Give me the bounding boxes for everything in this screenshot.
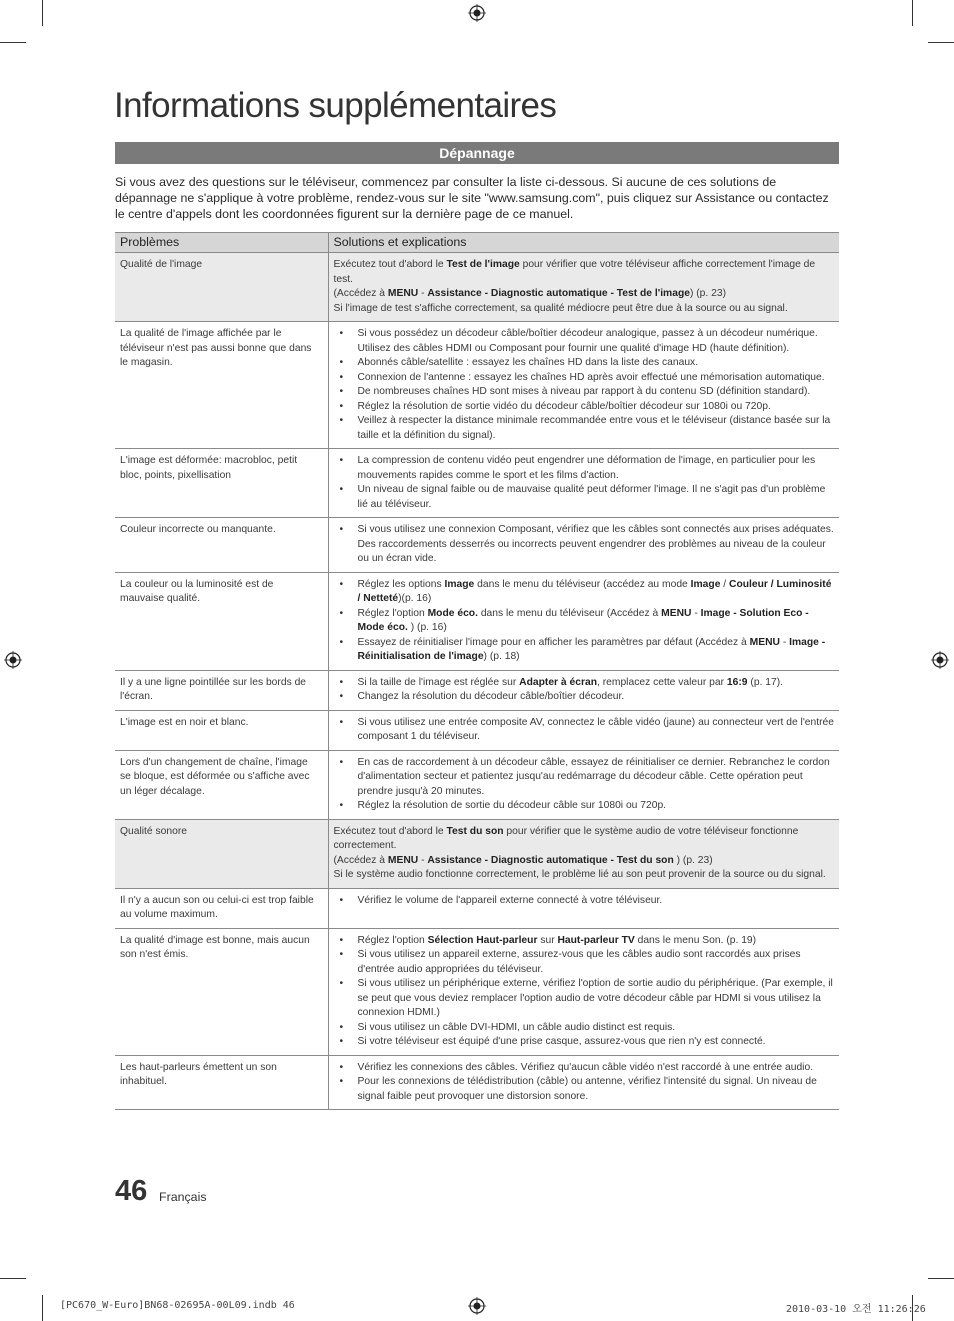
solution-cell: [328, 322, 839, 449]
text-run: -: [691, 607, 701, 619]
solution-cell: [328, 750, 839, 819]
table-row: [115, 670, 839, 710]
problem-cell: La couleur ou la luminosité est de mauvaise qualité.: [115, 572, 328, 670]
text-run: Réglez l'option: [357, 607, 428, 619]
text-run: Vérifiez les connexions des câbles. Vérifiez qu'aucun câble vidéo n'est raccordé à une entrée audio.: [357, 1061, 814, 1073]
list-item: [358, 356, 835, 371]
text-run: (Accédez à: [333, 854, 388, 866]
list-item: [358, 799, 835, 814]
text-run: Si vous utilisez un périphérique externe, vérifiez l'option de sortie audio du périphérique. (Par exemple, il se peut que vous deviez remplacer l'option audio de votre décodeur câble par HDMI si vous utilisez la connexion HDMI.): [357, 978, 833, 1018]
solution-paragraph: [334, 258, 835, 287]
page-title: Informations supplémentaires: [114, 86, 557, 125]
problem-cell: L'image est déformée: macrobloc, petit bloc, points, pixellisation: [115, 449, 328, 518]
solution-paragraph: [334, 287, 835, 302]
crop-mark: [42, 0, 43, 26]
list-item: [358, 716, 835, 745]
table-body: [115, 253, 839, 1110]
list-item: [358, 756, 835, 800]
problem-cell: Il y a une ligne pointillée sur les bords de l'écran.: [115, 670, 328, 710]
list-item: [358, 371, 835, 386]
text-run: -: [418, 854, 428, 866]
text-run: Réglez l'option: [357, 934, 428, 946]
solution-cell: [328, 572, 839, 670]
crop-mark: [0, 1278, 26, 1279]
bold-text: MENU: [749, 636, 780, 648]
text-run: dans le menu du téléviseur (accédez au mode: [474, 578, 691, 590]
text-run: ) (p. 23): [673, 854, 713, 866]
text-run: La compression de contenu vidéo peut engendrer une déformation de l'image, en particulier pour les mouvements rapides comme le sport et les films d'action.: [357, 455, 816, 481]
solution-paragraph: [334, 302, 835, 317]
text-run: Exécutez tout d'abord le: [333, 259, 447, 270]
list-item: [358, 1021, 835, 1036]
text-run: Réglez la résolution de sortie du décodeur câble sur 1080i ou 720p.: [357, 800, 667, 811]
text-run: Si la taille de l'image est réglée sur: [357, 676, 520, 688]
solution-list: [334, 1061, 835, 1105]
bold-text: Image - Solution Eco - Mode éco.: [357, 607, 809, 633]
solution-cell: [328, 819, 839, 888]
bold-text: Image: [444, 578, 475, 590]
text-run: -: [418, 288, 428, 299]
list-item: [358, 578, 835, 607]
text-run: Si votre téléviseur est équipé d'une prise casque, assurez-vous que rien n'y est connecté.: [357, 1036, 766, 1047]
text-run: Changez la résolution du décodeur câble/boîtier décodeur.: [357, 691, 625, 702]
list-item: [358, 1075, 835, 1104]
solution-cell: [328, 928, 839, 1055]
solution-list: [334, 934, 835, 1050]
problem-cell: Les haut-parleurs émettent un son inhabituel.: [115, 1055, 328, 1110]
bold-text: Adapter à écran: [519, 676, 597, 688]
list-item: [358, 483, 835, 512]
crop-mark: [42, 1295, 43, 1321]
table-row: [115, 518, 839, 573]
text-run: Réglez la résolution de sortie vidéo du décodeur câble/boîtier décodeur sur 1080i ou 720p.: [357, 400, 771, 412]
bold-text: 16:9: [726, 676, 748, 688]
problem-cell: La qualité d'image est bonne, mais aucun son n'est émis.: [115, 928, 328, 1055]
bold-text: Image: [690, 578, 721, 590]
table-row: [115, 888, 839, 928]
list-item: [358, 414, 835, 443]
text-run: Essayez de réinitialiser l'image pour en afficher les paramètres par défaut (Accédez à: [357, 636, 750, 648]
text-run: ) (p. 23): [689, 288, 727, 299]
text-run: sur: [537, 934, 558, 946]
text-run: Si vous utilisez un appareil externe, assurez-vous que les câbles audio sont raccordés aux prises d'entrée audio appropriées du téléviseur.: [357, 949, 801, 975]
troubleshooting-table: [115, 232, 839, 1110]
list-item: [358, 607, 835, 636]
footer-file-info: [PC670_W-Euro]BN68-02695A-00L09.indb 46: [60, 1300, 295, 1311]
solution-cell: [328, 670, 839, 710]
list-item: [358, 400, 835, 415]
text-run: )(p. 16): [398, 593, 432, 604]
problem-cell: L'image est en noir et blanc.: [115, 710, 328, 750]
bold-text: Test du son: [446, 825, 504, 837]
text-run: (p. 17).: [747, 676, 784, 688]
text-run: pour vérifier que votre téléviseur affiche correctement l'image de test.: [333, 259, 816, 285]
solution-paragraph: [334, 868, 835, 883]
table-row: [115, 1055, 839, 1110]
crop-mark: [912, 0, 913, 26]
text-run: Si vous possédez un décodeur câble/boîtier décodeur analogique, passez à un décodeur numérique. Utilisez des câbles HDMI ou Composant pour fournir une qualité d'image HD (haute définition).: [357, 328, 818, 354]
table-row: [115, 710, 839, 750]
solution-list: [334, 716, 835, 745]
text-run: En cas de raccordement à un décodeur câble, essayez de réinitialiser ce dernier. Rebranchez le cordon d'alimentation secteur et patientez jusqu'au redémarrage du décodeur câble. Cette opération peut prendre jusqu'à 20 minutes.: [357, 756, 830, 797]
list-item: [358, 676, 835, 691]
solution-cell: [328, 253, 839, 322]
solution-cell: [328, 518, 839, 573]
list-item: [358, 1035, 835, 1050]
crop-mark: [928, 42, 954, 43]
problem-cell: Qualité de l'image: [115, 253, 328, 322]
table-header-row: [115, 233, 839, 253]
text-run: Veillez à respecter la distance minimale recommandée entre vous et le téléviseur (distance basée sur la taille et la définition du signal).: [357, 415, 831, 441]
solution-cell: [328, 1055, 839, 1110]
bold-text: MENU: [387, 854, 419, 866]
problem-cell: Il n'y a aucun son ou celui-ci est trop faible au volume maximum.: [115, 888, 328, 928]
registration-mark-icon: [468, 1297, 486, 1315]
bold-text: Haut-parleur TV: [557, 934, 635, 946]
problem-cell: Couleur incorrecte ou manquante.: [115, 518, 328, 573]
bold-text: Sélection Haut-parleur: [427, 934, 538, 946]
solution-list: [334, 578, 835, 665]
header-solutions: Solutions et explications: [328, 233, 839, 253]
solution-list: [334, 454, 835, 512]
list-item: [358, 1061, 835, 1076]
text-run: Si vous utilisez une entrée composite AV, connectez le câble vidéo (jaune) au connecteur vert de l'entrée composant 1 du téléviseur.: [357, 716, 834, 742]
text-run: ) (p. 16): [407, 622, 447, 633]
solution-cell: [328, 449, 839, 518]
text-run: Abonnés câble/satellite : essayez les chaînes HD dans la liste des canaux.: [357, 357, 699, 368]
registration-mark-icon: [931, 651, 949, 669]
table-row: [115, 253, 839, 322]
problem-cell: La qualité de l'image affichée par le téléviseur n'est pas aussi bonne que dans le magasin.: [115, 322, 328, 449]
crop-mark: [0, 42, 26, 43]
page-number: 46: [115, 1175, 148, 1207]
text-run: Pour les connexions de télédistribution (câble) ou antenne, vérifiez l'intensité du signal. Un niveau de signal faible peut provoquer une distorsion sonore.: [357, 1076, 817, 1102]
solution-cell: [328, 888, 839, 928]
text-run: Connexion de l'antenne : essayez les chaînes HD après avoir effectué une mémorisation automatique.: [357, 371, 825, 383]
text-run: Exécutez tout d'abord le: [333, 825, 447, 837]
problem-cell: Qualité sonore: [115, 819, 328, 888]
page-language: Français: [159, 1190, 207, 1204]
text-run: (Accédez à: [333, 288, 388, 299]
text-run: Un niveau de signal faible ou de mauvaise qualité peut déformer l'image. Il ne s'agit pas d'un problème lié au téléviseur.: [357, 484, 826, 510]
problem-cell: Lors d'un changement de chaîne, l'image se bloque, est déformée ou s'affiche avec un léger décalage.: [115, 750, 328, 819]
text-run: Si vous utilisez un câble DVI-HDMI, un câble audio distinct est requis.: [357, 1021, 676, 1033]
list-item: [358, 977, 835, 1021]
solution-list: [334, 894, 835, 909]
text-run: , remplacez cette valeur par: [597, 676, 727, 688]
text-run: ) (p. 18): [483, 651, 520, 662]
bold-text: Assistance - Diagnostic automatique - Test du son: [427, 854, 674, 866]
table-row: [115, 819, 839, 888]
header-problems: Problèmes: [115, 233, 328, 253]
crop-mark: [928, 1278, 954, 1279]
bold-text: Image - Réinitialisation de l'image: [357, 636, 826, 662]
list-item: [358, 894, 835, 909]
solution-list: [334, 676, 835, 705]
text-run: Si vous utilisez une connexion Composant, vérifiez que les câbles sont connectés aux prises adéquates. Des raccordements desserrés ou incorrects peuvent engendrer des problèmes au niveau de la couleur ou un écran vide.: [357, 524, 834, 564]
bold-text: Assistance - Diagnostic automatique - Test de l'image: [427, 288, 690, 299]
registration-mark-icon: [468, 4, 486, 22]
text-run: /: [720, 578, 730, 590]
intro-paragraph: Si vous avez des questions sur le téléviseur, commencez par consulter la liste ci-dessous. Si aucune de ces solutions de dépannage ne s'applique à votre problème, rendez-vous sur le site "www.samsung.com", puis cliquez sur Assistance ou contactez le centre d'appels dont les coordonnées figurent sur la dernière page de ce manuel.: [115, 175, 829, 222]
footer-timestamp: 2010-03-10 오전 11:26:26: [786, 1304, 926, 1315]
list-item: [358, 523, 835, 567]
text-run: Si l'image de test s'affiche correctement, sa qualité médiocre peut être due à la source ou au signal.: [333, 302, 788, 314]
list-item: [358, 934, 835, 949]
table-row: [115, 928, 839, 1055]
table-row: [115, 750, 839, 819]
list-item: [358, 948, 835, 977]
text-run: pour vérifier que le système audio de votre téléviseur fonctionne correctement.: [333, 825, 799, 851]
text-run: De nombreuses chaînes HD sont mises à niveau par rapport à du contenu SD (définition standard).: [357, 386, 811, 397]
solution-list: [334, 327, 835, 443]
list-item: [358, 636, 835, 665]
solution-cell: [328, 710, 839, 750]
text-run: -: [779, 636, 790, 648]
table-row: [115, 322, 839, 449]
text-run: dans le menu Son. (p. 19): [634, 934, 757, 946]
bold-text: Mode éco.: [427, 607, 478, 619]
solution-paragraph: [334, 854, 835, 869]
list-item: [358, 327, 835, 356]
bold-text: MENU: [661, 607, 692, 619]
bold-text: Couleur / Luminosité / Netteté: [357, 578, 832, 604]
list-item: [358, 454, 835, 483]
table-row: [115, 449, 839, 518]
text-run: Si le système audio fonctionne correctement, le problème lié au son peut provenir de la source ou du signal.: [333, 869, 826, 880]
list-item: [358, 385, 835, 400]
bold-text: Test de l'image: [446, 259, 520, 270]
table-row: [115, 572, 839, 670]
list-item: [358, 690, 835, 705]
section-title: Dépannage: [115, 142, 839, 164]
solution-list: [334, 756, 835, 814]
text-run: Vérifiez le volume de l'appareil externe connecté à votre téléviseur.: [357, 894, 663, 906]
registration-mark-icon: [4, 651, 22, 669]
solution-list: [334, 523, 835, 567]
solution-paragraph: [334, 825, 835, 854]
text-run: dans le menu du téléviseur (Accédez à: [477, 607, 662, 619]
text-run: Réglez les options: [357, 578, 445, 590]
bold-text: MENU: [387, 288, 419, 299]
